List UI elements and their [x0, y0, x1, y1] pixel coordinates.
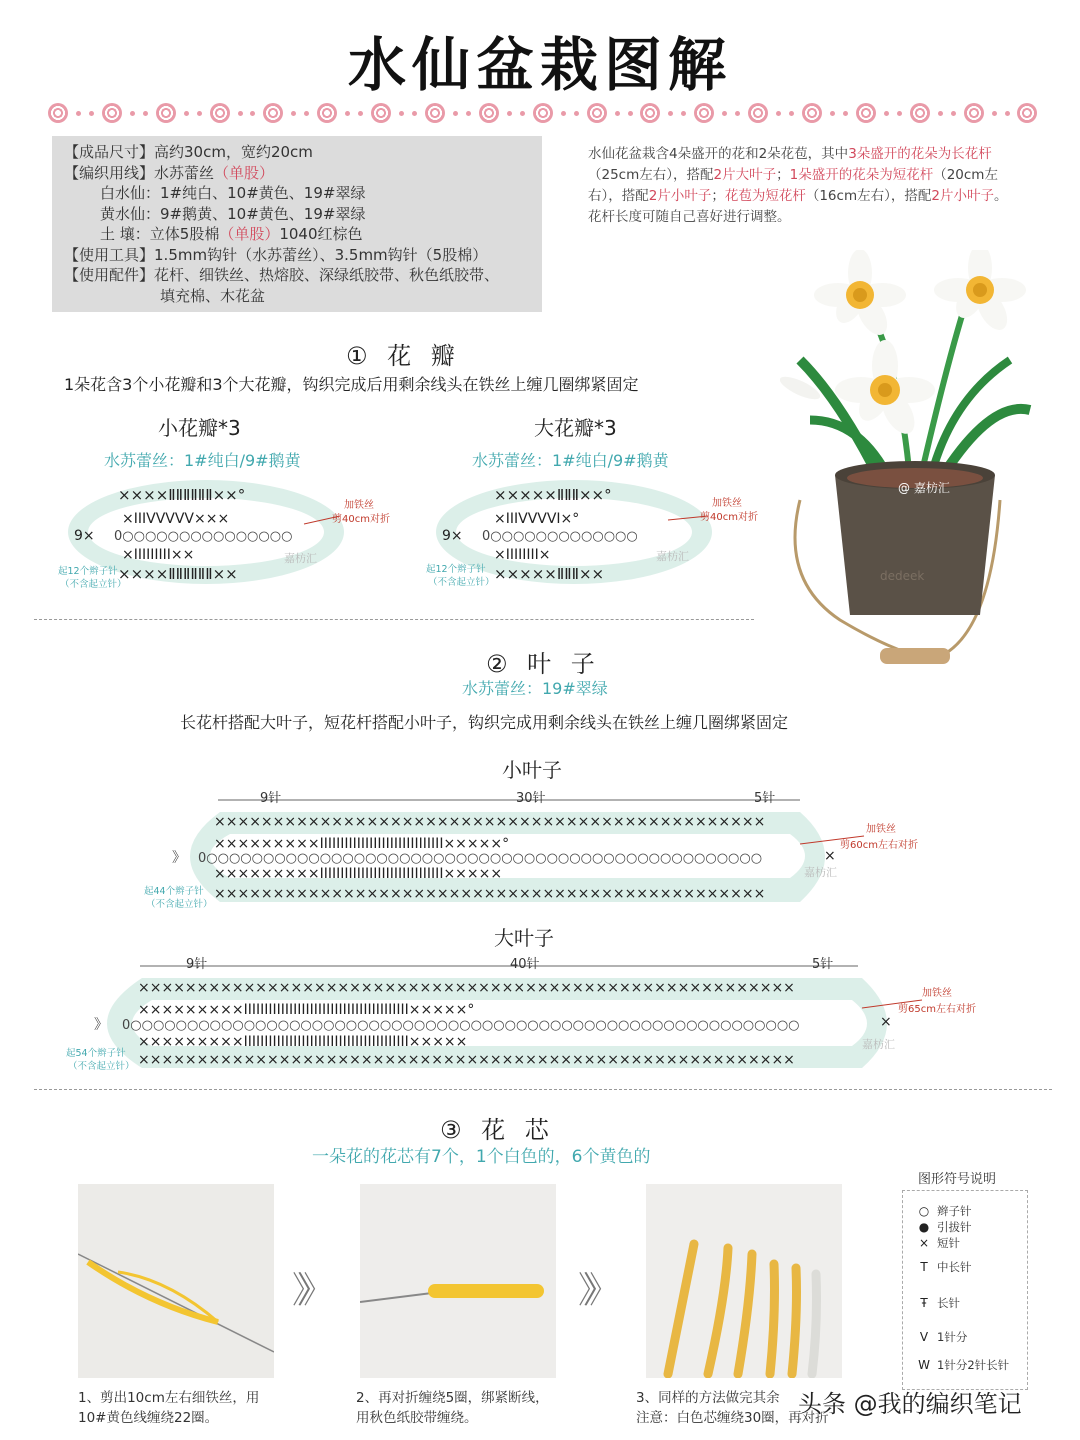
svg-text:×××××ⅡⅡⅡ××°: ×××××ⅡⅡⅡ××°: [494, 486, 612, 504]
section-divider: [34, 1089, 1052, 1090]
swirl-icon: [156, 103, 176, 123]
section2-title: ② 叶 子: [486, 650, 601, 678]
swirl-icon: [425, 103, 445, 123]
legend-item: × 短针: [918, 1236, 960, 1250]
svg-text:（不含起立针）: （不含起立针）: [68, 1061, 135, 1072]
swirl-icon: [748, 103, 768, 123]
svg-text:××××××××××××××××××××××××××××××: ××××××××××××××××××××××××××××××××××××××××××××××××××××××××: [138, 1052, 795, 1068]
svg-text:5针: 5针: [754, 791, 776, 806]
svg-text:（不含起立针）: （不含起立针）: [428, 577, 495, 588]
svg-text:×ⅠⅠⅠⅠⅠⅠⅠⅠⅠ××: ×ⅠⅠⅠⅠⅠⅠⅠⅠⅠ××: [122, 547, 195, 563]
swirl-icon: [263, 103, 283, 123]
yarn-line: 【编织用线】水苏蕾丝（单股）: [64, 163, 275, 182]
svg-text:×××××××××ⅠⅠⅠⅠⅠⅠⅠⅠⅠⅠⅠⅠⅠⅠⅠⅠⅠⅠⅠⅠⅠ: ×××××××××ⅠⅠⅠⅠⅠⅠⅠⅠⅠⅠⅠⅠⅠⅠⅠⅠⅠⅠⅠⅠⅠⅠⅠⅠⅠⅠⅠⅠⅠⅠ×××××: [214, 866, 503, 882]
double-crochet-icon: Ŧ: [920, 1296, 928, 1310]
svg-text:×ⅠⅠⅠⅠⅠⅠⅠⅠ×: ×ⅠⅠⅠⅠⅠⅠⅠⅠ×: [494, 547, 551, 563]
section-divider: [34, 619, 754, 620]
svg-text:5针: 5针: [812, 957, 834, 972]
svg-text:×××××××××ⅠⅠⅠⅠⅠⅠⅠⅠⅠⅠⅠⅠⅠⅠⅠⅠⅠⅠⅠⅠⅠ: ×××××××××ⅠⅠⅠⅠⅠⅠⅠⅠⅠⅠⅠⅠⅠⅠⅠⅠⅠⅠⅠⅠⅠⅠⅠⅠⅠⅠⅠⅠⅠⅠⅠⅠⅠⅠⅠⅠⅠⅠⅠⅠ×××××: [138, 1034, 468, 1050]
legend-title: 图形符号说明: [918, 1172, 997, 1187]
swirl-icon: [587, 103, 607, 123]
section3-desc: 一朵花的花芯有7个，1个白色的，6个黄色的: [312, 1147, 651, 1167]
svg-text:加铁丝: 加铁丝: [866, 824, 896, 835]
big-petal-title: 大花瓣*3: [534, 416, 617, 440]
svg-text:嘉枋汇: 嘉枋汇: [804, 866, 837, 879]
svg-text:嘉枋汇: 嘉枋汇: [284, 552, 317, 565]
increase-icon: V: [919, 1330, 929, 1344]
small-leaf-title: 小叶子: [502, 758, 562, 782]
step3-photo: [646, 1184, 842, 1378]
legend-item: Ŧ 长针: [917, 1295, 960, 1311]
svg-text:9×: 9×: [442, 528, 463, 544]
svg-text:剪65cm左右对折: 剪65cm左右对折: [898, 1004, 976, 1015]
swirl-icon: [856, 103, 876, 123]
legend-item: V 1针分: [917, 1329, 967, 1345]
svg-text:起12个辫子针: 起12个辫子针: [426, 564, 486, 575]
size-line: 【成品尺寸】高约30cm，宽约20cm: [64, 143, 313, 161]
step3-caption: 3、同样的方法做完其余 注意：白色芯缠绕30圈，再对折: [636, 1390, 829, 1426]
svg-text:××××××××××××××××××××××××××××××: ××××××××××××××××××××××××××××××××××××××××××××××××××××××××: [138, 980, 795, 996]
svg-text:××××ⅡⅡⅡⅡⅡⅡ××°: ××××ⅡⅡⅡⅡⅡⅡ××°: [118, 486, 246, 504]
parts-line-2: 填充棉、木花盆: [160, 286, 266, 305]
svg-text:×××××××××ⅠⅠⅠⅠⅠⅠⅠⅠⅠⅠⅠⅠⅠⅠⅠⅠⅠⅠⅠⅠⅠ: ×××××××××ⅠⅠⅠⅠⅠⅠⅠⅠⅠⅠⅠⅠⅠⅠⅠⅠⅠⅠⅠⅠⅠⅠⅠⅠⅠⅠⅠⅠⅠⅠ×××××°: [214, 836, 510, 852]
legend-item: ● 引拔针: [918, 1220, 972, 1234]
svg-text:×××××ⅡⅡⅡ××: ×××××ⅡⅡⅡ××: [494, 565, 605, 583]
svg-text:0○○○○○○○○○○○○○○○: 0○○○○○○○○○○○○○○○: [114, 529, 293, 544]
svg-text:××××××××××××××××××××××××××××××: ×××××××××××××××××××××××××××××××××××××××××××××××: [214, 814, 766, 830]
swirl-icon: [48, 103, 68, 123]
soil-line: 土 壤：立体5股棉（单股）1040红棕色: [100, 225, 363, 243]
big-leaf-title: 大叶子: [494, 926, 554, 950]
svg-text:××××ⅡⅡⅡⅡⅡⅡ××: ××××ⅡⅡⅡⅡⅡⅡ××: [118, 565, 238, 583]
chain-stitch-icon: ○: [918, 1204, 930, 1218]
svg-text:×××××××××ⅠⅠⅠⅠⅠⅠⅠⅠⅠⅠⅠⅠⅠⅠⅠⅠⅠⅠⅠⅠⅠ: ×××××××××ⅠⅠⅠⅠⅠⅠⅠⅠⅠⅠⅠⅠⅠⅠⅠⅠⅠⅠⅠⅠⅠⅠⅠⅠⅠⅠⅠⅠⅠⅠⅠⅠⅠⅠⅠⅠⅠⅠⅠⅠ×××××°: [138, 1002, 475, 1018]
small-petal-yarn: 水苏蕾丝：1#纯白/9#鹅黄: [104, 451, 301, 470]
svg-text:×: ×: [824, 848, 836, 864]
swirl-icon: [533, 103, 553, 123]
svg-text:嘉枋汇: 嘉枋汇: [862, 1038, 895, 1051]
step2-photo: [360, 1184, 556, 1378]
section2-yarn: 水苏蕾丝：19#翠绿: [462, 679, 608, 698]
source-watermark: 头条 @我的编织笔记: [798, 1390, 1022, 1418]
svg-text:》: 》: [172, 850, 186, 866]
svg-text:起44个辫子针: 起44个辫子针: [144, 886, 204, 897]
svg-text:起12个辫子针: 起12个辫子针: [58, 566, 118, 577]
svg-text:9针: 9针: [186, 957, 208, 972]
swirl-icon: [910, 103, 930, 123]
svg-text:（不含起立针）: （不含起立针）: [146, 899, 213, 910]
plant-watermark: @ 嘉枋汇: [898, 481, 950, 495]
narcissus-plant-image: [780, 250, 1050, 680]
svg-text:30针: 30针: [516, 791, 546, 806]
svg-text:剪60cm左右对折: 剪60cm左右对折: [840, 840, 918, 851]
intro-paragraph: 水仙花盆栽含4朵盛开的花和2朵花苞，其中3朵盛开的花朵为长花杆（25cm左右），搭配2片大叶子；1朵盛开的花朵为短花杆（20cm左右），搭配2片小叶子；花苞为短花杆（16cm左右），搭配2片小叶子。花杆长度可随自己喜好进行调整。: [588, 146, 1008, 225]
tools-line: 【使用工具】1.5mm钩针（水苏蕾丝）、3.5mm钩针（5股棉）: [64, 245, 488, 264]
symbol-legend: [902, 1168, 1032, 1388]
legend-item: ○ 辫子针: [918, 1204, 972, 1218]
white-narcissus-line: 白水仙：1#纯白、10#黄色、19#翠绿: [100, 184, 366, 202]
swirl-icon: [640, 103, 660, 123]
svg-text:嘉枋汇: 嘉枋汇: [656, 550, 689, 563]
svg-text:dedeek: dedeek: [880, 569, 925, 583]
legend-item: W 1针分2针长针: [918, 1358, 1010, 1372]
small-leaf-diagram: [140, 786, 940, 916]
svg-text:加铁丝: 加铁丝: [712, 498, 742, 509]
svg-text:××××××××××××××××××××××××××××××: ×××××××××××××××××××××××××××××××××××××××××××××××: [214, 886, 766, 902]
yellow-narcissus-line: 黄水仙：9#鹅黄、10#黄色、19#翠绿: [100, 204, 366, 223]
svg-text:9针: 9针: [260, 791, 282, 806]
legend-item: T 中长针: [917, 1259, 972, 1275]
slip-stitch-icon: ●: [918, 1220, 930, 1234]
big-leaf-diagram: [62, 954, 1002, 1084]
chevron-right-icon: 》》: [578, 1270, 609, 1311]
half-double-crochet-icon: T: [920, 1260, 928, 1274]
materials-info-box: [52, 136, 542, 312]
svg-text:×ⅠⅠⅠⅤⅤⅤⅤⅠ×°: ×ⅠⅠⅠⅤⅤⅤⅤⅠ×°: [494, 511, 580, 527]
step1-photo: [78, 1184, 274, 1378]
svg-text:剪40cm对折: 剪40cm对折: [332, 514, 390, 525]
svg-text:加铁丝: 加铁丝: [922, 988, 952, 999]
svg-text:40针: 40针: [510, 957, 540, 972]
small-petal-title: 小花瓣*3: [158, 416, 241, 440]
svg-text:加铁丝: 加铁丝: [344, 500, 374, 511]
svg-text:9×: 9×: [74, 528, 95, 544]
svg-text:（不含起立针）: （不含起立针）: [60, 579, 127, 590]
svg-text:×: ×: [880, 1014, 892, 1030]
swirl-icon: [371, 103, 391, 123]
swirl-icon: [694, 103, 714, 123]
big-petal-yarn: 水苏蕾丝：1#纯白/9#鹅黄: [472, 451, 669, 470]
svg-text:0○○○○○○○○○○○○○: 0○○○○○○○○○○○○○: [482, 529, 638, 544]
swirl-icon: [964, 103, 984, 123]
swirl-icon: [210, 103, 230, 123]
parts-line: 【使用配件】花杆、细铁丝、热熔胶、深绿纸胶带、秋色纸胶带、: [64, 266, 500, 284]
swirl-icon: [317, 103, 337, 123]
single-crochet-icon: ×: [918, 1236, 930, 1250]
svg-text:0○○○○○○○○○○○○○○○○○○○○○○○○○○○○○: 0○○○○○○○○○○○○○○○○○○○○○○○○○○○○○○○○○○○○○○○○○○○○○○○○○○○○○○○○○○○: [122, 1018, 800, 1033]
section3-title: ③ 花 芯: [440, 1116, 555, 1144]
swirl-icon: [802, 103, 822, 123]
big-petal-diagram: [424, 474, 774, 594]
decorative-divider: [48, 100, 1038, 126]
svg-text:×ⅠⅠⅠⅤⅤⅤⅤⅤ×××: ×ⅠⅠⅠⅤⅤⅤⅤⅤ×××: [122, 511, 230, 527]
step1-caption: 1、剪出10cm左右细铁丝，用 10#黄色线缠绕22圈。: [78, 1390, 260, 1426]
section2-desc: 长花杆搭配大叶子，短花杆搭配小叶子，钩织完成用剩余线头在铁丝上缠几圈绑紧固定: [180, 713, 789, 732]
swirl-icon: [479, 103, 499, 123]
small-petal-diagram: [56, 474, 406, 594]
step2-caption: 2、再对折缠绕5圈，绑紧断线， 用秋色纸胶带缠绕。: [356, 1390, 549, 1426]
legend-box: [902, 1190, 1028, 1390]
section1-title: ① 花 瓣: [346, 342, 461, 370]
svg-text:起54个辫子针: 起54个辫子针: [66, 1048, 126, 1059]
svg-text:剪40cm对折: 剪40cm对折: [700, 512, 758, 523]
page-title: 水仙盆栽图解: [347, 31, 732, 99]
section1-desc: 1朵花含3个小花瓣和3个大花瓣，钩织完成后用剩余线头在铁丝上缠几圈绑紧固定: [64, 375, 639, 394]
svg-text:》: 》: [94, 1017, 108, 1033]
double-increase-icon: W: [918, 1358, 930, 1372]
chevron-right-icon: 》》: [292, 1270, 323, 1311]
swirl-icon: [102, 103, 122, 123]
svg-text:0○○○○○○○○○○○○○○○○○○○○○○○○○○○○○: 0○○○○○○○○○○○○○○○○○○○○○○○○○○○○○○○○○○○○○○○○○○○○○○○○○: [198, 851, 763, 866]
swirl-icon: [1017, 103, 1037, 123]
